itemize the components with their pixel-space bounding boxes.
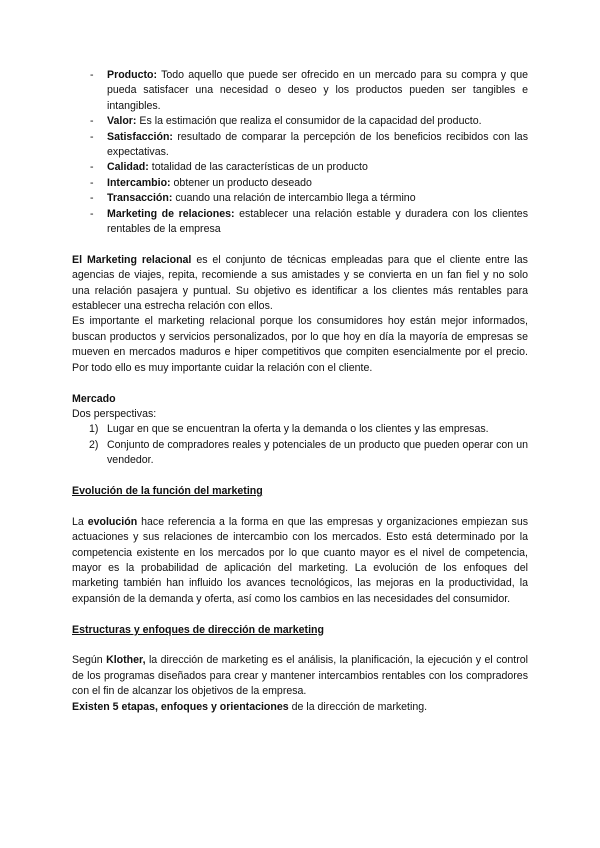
term-intercambio: Intercambio: — [107, 176, 171, 189]
list-item: - Valor: Es la estimación que realiza el consumidor de la capacidad del producto. — [90, 115, 482, 128]
list-item: - Transacción: cuando una relación de intercambio llega a término — [90, 192, 416, 205]
list-item: 1) Lugar en que se encuentran la oferta y la demanda o los clientes y las empresas. — [89, 423, 489, 436]
definition-text: Es la estimación que realiza el consumidor de la capacidad del producto. — [139, 115, 482, 128]
definition-text: obtener un producto deseado — [173, 176, 312, 189]
term-calidad: Calidad: — [107, 161, 149, 174]
evolucion-paragraph: La evolución hace referencia a la forma en que las empresas y organizaciones empiezan sus actuaciones y sus relaciones de intercambio con los mercados. Esto está determinado por la competencia existente en los mercados por lo que cuanto mayor es el nivel de competencia, mayor es la probabilidad de aplicación del marketing. La evolución de los enfoques del marketing también han influido los avances tecnológicos, las mejoras en la productividad, la expansión de la demanda y oferta, así como los cambios en las necesidades del consumidor. — [72, 515, 529, 605]
estructuras-stages: Existen 5 etapas, enfoques y orientaciones de la dirección de marketing. — [72, 700, 428, 713]
term-transaccion: Transacción: — [107, 192, 173, 205]
relational-paragraph: El Marketing relacional es el conjunto de técnicas empleadas para que el cliente entre las agencias de viajes, repita, recomiende a sus amistades y se convierta en un fan fiel y no solo una relación pasajera y puntual. Su objetivo es identificar a los clientes más rentables para establecer una estrecha relación con ellos. — [72, 253, 528, 313]
definitions-list — [72, 68, 528, 237]
list-item: - Marketing de relaciones: establecer una relación estable y duradera con los clientes rentables de la empresa — [90, 207, 528, 236]
term-satisfaccion: Satisfacción: — [107, 130, 173, 143]
evolucion-heading: Evolución de la función del marketing — [72, 484, 263, 497]
list-item: - Intercambio: obtener un producto deseado — [90, 176, 312, 189]
definition-text: establecer una relación estable y duradera con los clientes rentables de la empresa — [107, 207, 528, 236]
definition-text: cuando una relación de intercambio llega a término — [175, 192, 416, 205]
document-page — [72, 68, 528, 715]
term-marketing-relaciones: Marketing de relaciones: — [107, 207, 235, 220]
definition-text: Todo aquello que puede ser ofrecido en un mercado para su compra y que pueda satisfacer una necesidad o deseo y los productos pueden ser tangibles e intangibles. — [107, 69, 528, 112]
list-item: - Calidad: totalidad de las características de un producto — [90, 161, 368, 174]
estructuras-paragraph: Según Klother, la dirección de marketing es el análisis, la planificación, la ejecución y el control de los programas diseñados para crear y mantener intercambios rentables con los compradores con el fin de alcanzar los objetivos de la empresa. — [72, 654, 528, 698]
list-item: - Producto: Todo aquello que puede ser ofrecido en un mercado para su compra y que pueda satisfacer una necesidad o deseo y los productos pueden ser tangibles e intangibles. — [90, 69, 528, 112]
mercado-intro: Dos perspectivas: — [72, 407, 157, 420]
estructuras-heading: Estructuras y enfoques de dirección de marketing — [72, 623, 324, 636]
term-producto: Producto: — [107, 69, 158, 81]
mercado-title: Mercado — [72, 392, 116, 405]
relational-importance-paragraph: Es importante el marketing relacional porque los consumidores hoy están mejor informados, buscan productos y servicios personalizados, por lo que hoy en día la mayoría de empresas se mueven en mercados maduros e hiper competitivos que compiten esencialmente por el precio. Por todo ello es muy importante cuidar la relación con el cliente. — [72, 315, 528, 374]
definition-text: totalidad de las características de un producto — [151, 161, 368, 174]
definition-text: resultado de comparar la percepción de los beneficios recibidos con las expectativas. — [107, 130, 528, 159]
term-valor: Valor: — [107, 115, 137, 128]
list-item: - Satisfacción: resultado de comparar la percepción de los beneficios recibidos con las expectativas. — [90, 130, 528, 159]
list-item: 2) Conjunto de compradores reales y potenciales de un producto que pueden operar con un vendedor. — [89, 438, 528, 467]
mercado-list — [72, 422, 528, 468]
